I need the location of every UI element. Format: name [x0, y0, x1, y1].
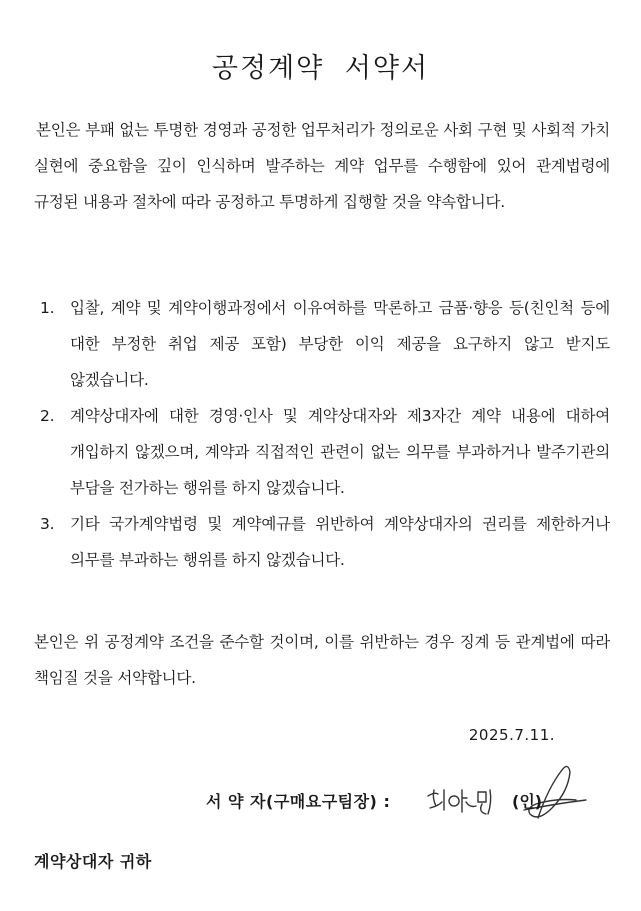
pledge-list [40, 290, 610, 578]
signature-stroke [478, 790, 491, 814]
handwritten-signature [420, 760, 590, 830]
signature-name: 최영봉 [455, 784, 458, 785]
signature-stroke [428, 790, 444, 810]
pledge-item-number: 2. [40, 407, 55, 425]
document-title: 공정계약 서약서 [211, 53, 430, 84]
pledge-item-text: 기타 국가계약법령 및 계약예규를 위반하여 계약상대자의 권리를 제한하거나 의무를 부과하는 행위를 하지 않겠습니다. [70, 515, 610, 569]
seal-mark: (인) [512, 792, 543, 811]
signature-stroke [449, 790, 476, 812]
pledge-item-number: 3. [40, 515, 55, 533]
pledge-date: 2025.7.11. [468, 726, 555, 744]
pledge-item-text: 계약상대자에 대한 경영·인사 및 계약상대자와 제3자간 계약 내용에 대하여 개입하지 않겠으며, 계약과 직접적인 관련이 없는 의무를 부과하거나 발주기관의 부담을 전가하는 행위를 하지 않겠습니다. [70, 407, 610, 497]
pledge-item-2 [40, 398, 610, 506]
signer-label: 서 약 자(구매요구팀장) : [206, 792, 391, 811]
pledge-item-1 [40, 290, 610, 398]
closing-paragraph: 본인은 위 공정계약 조건을 준수할 것이며, 이를 위반하는 경우 징계 등 관계법에 따라 책임질 것을 서약합니다. [34, 633, 610, 687]
intro-paragraph: 본인은 부패 없는 투명한 경영과 공정한 업무처리가 정의로운 사회 구현 및 사회적 가치 실현에 중요함을 깊이 인식하며 발주하는 계약 업무를 수행함에 있어 관계법령에 규정된 내용과 절차에 따라 공정하고 투명하게 집행할 것을 약속합니다. [34, 121, 610, 211]
pledge-item-text: 입찰, 계약 및 계약이행과정에서 이유여하를 막론하고 금품·향응 등(친인척 등에 대한 부정한 취업 제공 포함) 부당한 이익 제공을 요구하지 않고 받지도 않겠습니다. [70, 299, 610, 389]
pledge-item-number: 1. [40, 299, 55, 317]
pledge-item-3 [40, 506, 610, 578]
addressee: 계약상대자 귀하 [34, 852, 152, 871]
